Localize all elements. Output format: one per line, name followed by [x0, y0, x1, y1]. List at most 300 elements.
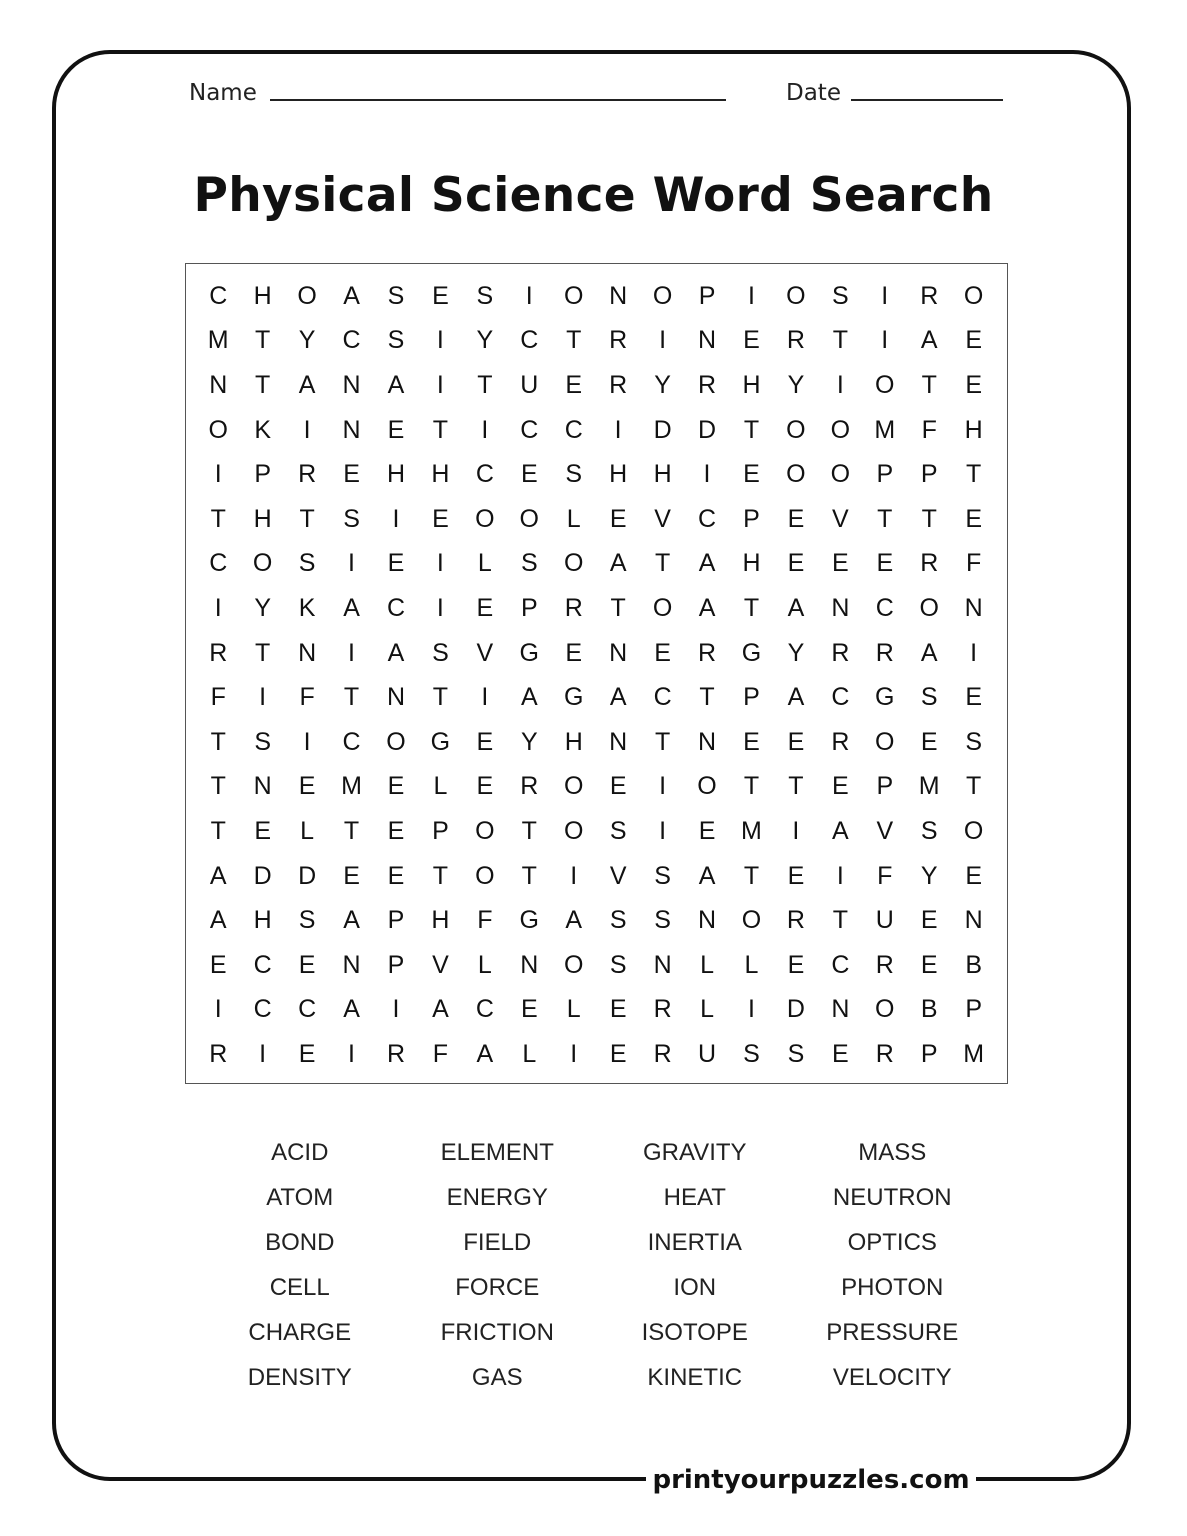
grid-letter[interactable]: T: [877, 504, 893, 533]
grid-letter[interactable]: V: [476, 638, 494, 667]
grid-letter[interactable]: O: [652, 281, 673, 310]
grid-letter[interactable]: R: [920, 549, 939, 578]
grid-letter[interactable]: E: [920, 906, 938, 935]
grid-letter[interactable]: T: [743, 593, 760, 622]
grid-letter[interactable]: G: [519, 906, 539, 935]
grid-letter[interactable]: M: [341, 772, 362, 801]
grid-letter[interactable]: H: [431, 906, 450, 935]
grid-letter[interactable]: A: [920, 326, 938, 355]
grid-letter[interactable]: S: [387, 326, 405, 355]
grid-letter[interactable]: A: [609, 549, 627, 578]
grid-letter[interactable]: R: [786, 326, 805, 355]
grid-letter[interactable]: E: [476, 727, 494, 756]
grid-letter[interactable]: I: [659, 772, 667, 801]
grid-letter[interactable]: O: [741, 906, 762, 935]
grid-letter[interactable]: A: [387, 638, 405, 667]
grid-letter[interactable]: A: [832, 816, 849, 845]
grid-letter[interactable]: E: [832, 1039, 849, 1068]
grid-letter[interactable]: E: [920, 950, 938, 979]
grid-letter[interactable]: H: [253, 504, 272, 533]
grid-letter[interactable]: F: [432, 1039, 449, 1068]
grid-letter[interactable]: L: [477, 950, 492, 979]
name-line[interactable]: [270, 99, 726, 101]
grid-letter[interactable]: S: [743, 1039, 760, 1068]
grid-letter[interactable]: E: [520, 995, 538, 1024]
grid-letter[interactable]: M: [874, 415, 896, 444]
grid-letter[interactable]: A: [920, 638, 938, 667]
grid-letter[interactable]: O: [786, 460, 806, 489]
grid-letter[interactable]: R: [520, 772, 539, 801]
grid-letter[interactable]: E: [965, 861, 982, 890]
grid-letter[interactable]: E: [876, 549, 894, 578]
grid-letter[interactable]: T: [966, 460, 982, 489]
grid-letter[interactable]: E: [343, 460, 360, 489]
grid-letter[interactable]: I: [436, 549, 444, 578]
grid-letter[interactable]: E: [476, 593, 494, 622]
grid-letter[interactable]: O: [563, 816, 584, 845]
grid-letter[interactable]: H: [653, 460, 672, 489]
grid-letter[interactable]: V: [876, 816, 894, 845]
grid-letter[interactable]: N: [964, 593, 983, 622]
grid-letter[interactable]: R: [875, 638, 894, 667]
grid-letter[interactable]: P: [876, 460, 894, 489]
grid-letter[interactable]: E: [787, 727, 805, 756]
grid-letter[interactable]: U: [520, 370, 539, 399]
grid-letter[interactable]: S: [298, 906, 316, 935]
grid-letter[interactable]: T: [743, 772, 760, 801]
grid-letter[interactable]: V: [432, 950, 449, 979]
grid-letter[interactable]: E: [387, 772, 405, 801]
grid-letter[interactable]: T: [432, 861, 449, 890]
grid-letter[interactable]: S: [654, 906, 671, 935]
grid-letter[interactable]: C: [475, 995, 494, 1024]
grid-letter[interactable]: R: [653, 995, 672, 1024]
grid-letter[interactable]: E: [432, 504, 449, 533]
grid-letter[interactable]: G: [430, 727, 451, 756]
grid-letter[interactable]: E: [920, 727, 938, 756]
grid-letter[interactable]: H: [386, 460, 405, 489]
grid-letter[interactable]: F: [966, 549, 982, 578]
grid-letter[interactable]: T: [788, 772, 804, 801]
grid-letter[interactable]: P: [698, 281, 716, 310]
grid-letter[interactable]: P: [920, 1039, 938, 1068]
grid-letter[interactable]: R: [875, 1039, 894, 1068]
grid-letter[interactable]: E: [609, 1039, 627, 1068]
grid-letter[interactable]: E: [609, 995, 627, 1024]
grid-letter[interactable]: O: [697, 772, 717, 801]
grid-letter[interactable]: O: [875, 370, 895, 399]
grid-letter[interactable]: R: [609, 326, 628, 355]
grid-letter[interactable]: H: [742, 549, 761, 578]
grid-letter[interactable]: P: [743, 683, 760, 712]
grid-letter[interactable]: L: [700, 995, 714, 1024]
grid-letter[interactable]: P: [876, 772, 894, 801]
grid-letter[interactable]: E: [209, 950, 227, 979]
grid-letter[interactable]: A: [476, 1039, 494, 1068]
grid-letter[interactable]: C: [209, 549, 228, 578]
grid-letter[interactable]: E: [965, 370, 982, 399]
grid-letter[interactable]: T: [743, 415, 760, 444]
grid-letter[interactable]: E: [476, 772, 494, 801]
grid-letter[interactable]: P: [520, 593, 538, 622]
grid-letter[interactable]: E: [298, 1039, 316, 1068]
grid-letter[interactable]: P: [965, 995, 982, 1024]
grid-letter[interactable]: E: [387, 861, 405, 890]
grid-letter[interactable]: O: [786, 281, 806, 310]
grid-letter[interactable]: T: [921, 504, 937, 533]
grid-letter[interactable]: E: [743, 326, 760, 355]
grid-letter[interactable]: I: [836, 861, 844, 890]
grid-letter[interactable]: A: [209, 906, 227, 935]
grid-letter[interactable]: C: [298, 995, 317, 1024]
grid-letter[interactable]: S: [654, 861, 671, 890]
grid-letter[interactable]: R: [875, 950, 894, 979]
grid-letter[interactable]: E: [254, 816, 271, 845]
grid-letter[interactable]: T: [432, 683, 449, 712]
grid-letter[interactable]: P: [920, 460, 938, 489]
grid-letter[interactable]: I: [436, 370, 444, 399]
grid-letter[interactable]: O: [963, 281, 984, 310]
grid-letter[interactable]: N: [964, 906, 983, 935]
grid-letter[interactable]: Y: [520, 727, 538, 756]
grid-letter[interactable]: L: [566, 504, 581, 533]
grid-letter[interactable]: I: [570, 861, 578, 890]
grid-letter[interactable]: E: [787, 950, 805, 979]
grid-letter[interactable]: T: [343, 683, 360, 712]
grid-letter[interactable]: O: [563, 772, 584, 801]
grid-letter[interactable]: O: [919, 593, 939, 622]
grid-letter[interactable]: M: [741, 816, 762, 845]
grid-letter[interactable]: O: [786, 415, 806, 444]
grid-letter[interactable]: I: [481, 683, 489, 712]
grid-letter[interactable]: T: [210, 727, 226, 756]
grid-letter[interactable]: I: [348, 638, 355, 667]
grid-letter[interactable]: T: [654, 727, 671, 756]
grid-letter[interactable]: E: [565, 370, 583, 399]
grid-letter[interactable]: I: [392, 504, 400, 533]
grid-letter[interactable]: E: [965, 504, 982, 533]
grid-letter[interactable]: N: [698, 906, 717, 935]
grid-letter[interactable]: O: [519, 504, 539, 533]
grid-letter[interactable]: C: [875, 593, 894, 622]
grid-letter[interactable]: A: [432, 995, 449, 1024]
grid-letter[interactable]: E: [387, 549, 405, 578]
grid-letter[interactable]: R: [209, 638, 228, 667]
grid-letter[interactable]: H: [253, 281, 272, 310]
grid-letter[interactable]: C: [831, 683, 850, 712]
grid-letter[interactable]: Y: [787, 638, 805, 667]
grid-letter[interactable]: N: [209, 370, 228, 399]
grid-letter[interactable]: A: [609, 683, 627, 712]
grid-letter[interactable]: R: [386, 1039, 405, 1068]
grid-letter[interactable]: K: [254, 415, 271, 444]
grid-letter[interactable]: P: [254, 460, 271, 489]
grid-letter[interactable]: C: [209, 281, 228, 310]
grid-letter[interactable]: T: [654, 549, 671, 578]
grid-letter[interactable]: T: [521, 816, 537, 845]
grid-letter[interactable]: E: [787, 549, 805, 578]
grid-letter[interactable]: P: [432, 816, 449, 845]
grid-letter[interactable]: E: [698, 816, 716, 845]
grid-letter[interactable]: T: [255, 638, 271, 667]
grid-letter[interactable]: D: [298, 861, 317, 890]
date-line[interactable]: [851, 99, 1003, 101]
grid-letter[interactable]: H: [564, 727, 583, 756]
grid-letter[interactable]: N: [342, 415, 361, 444]
grid-letter[interactable]: T: [343, 816, 360, 845]
grid-letter[interactable]: O: [875, 995, 895, 1024]
grid-letter[interactable]: S: [476, 281, 494, 310]
grid-letter[interactable]: Y: [298, 326, 316, 355]
grid-letter[interactable]: I: [348, 549, 355, 578]
grid-letter[interactable]: N: [342, 370, 361, 399]
grid-letter[interactable]: S: [432, 638, 449, 667]
grid-letter[interactable]: V: [832, 504, 849, 533]
grid-letter[interactable]: G: [875, 683, 895, 712]
grid-letter[interactable]: F: [877, 861, 893, 890]
grid-letter[interactable]: E: [387, 415, 405, 444]
grid-letter[interactable]: N: [831, 593, 850, 622]
grid-letter[interactable]: R: [698, 370, 717, 399]
grid-letter[interactable]: D: [698, 415, 717, 444]
grid-letter[interactable]: H: [609, 460, 628, 489]
grid-letter[interactable]: A: [698, 549, 716, 578]
grid-letter[interactable]: E: [743, 460, 760, 489]
grid-letter[interactable]: E: [432, 281, 449, 310]
grid-letter[interactable]: M: [207, 326, 229, 355]
grid-letter[interactable]: A: [520, 683, 538, 712]
grid-letter[interactable]: S: [387, 281, 405, 310]
grid-letter[interactable]: E: [298, 772, 316, 801]
grid-letter[interactable]: K: [298, 593, 316, 622]
grid-letter[interactable]: V: [654, 504, 671, 533]
grid-letter[interactable]: T: [966, 772, 982, 801]
grid-letter[interactable]: R: [831, 638, 850, 667]
grid-letter[interactable]: T: [432, 415, 449, 444]
grid-letter[interactable]: N: [253, 772, 272, 801]
grid-letter[interactable]: O: [563, 950, 584, 979]
grid-letter[interactable]: U: [875, 906, 894, 935]
grid-letter[interactable]: T: [699, 683, 715, 712]
grid-letter[interactable]: O: [252, 549, 273, 578]
grid-letter[interactable]: O: [297, 281, 317, 310]
grid-letter[interactable]: I: [703, 460, 711, 489]
grid-letter[interactable]: A: [387, 370, 405, 399]
grid-letter[interactable]: E: [520, 460, 538, 489]
grid-letter[interactable]: M: [963, 1039, 985, 1068]
grid-letter[interactable]: O: [830, 415, 851, 444]
grid-letter[interactable]: I: [303, 727, 311, 756]
grid-letter[interactable]: O: [386, 727, 406, 756]
grid-letter[interactable]: O: [652, 593, 673, 622]
grid-letter[interactable]: I: [970, 638, 978, 667]
grid-letter[interactable]: T: [210, 816, 226, 845]
grid-letter[interactable]: O: [475, 861, 495, 890]
grid-letter[interactable]: Y: [787, 370, 805, 399]
grid-letter[interactable]: I: [392, 995, 400, 1024]
grid-letter[interactable]: F: [477, 906, 493, 935]
grid-letter[interactable]: E: [343, 861, 360, 890]
grid-letter[interactable]: L: [566, 995, 581, 1024]
grid-letter[interactable]: C: [342, 727, 361, 756]
grid-letter[interactable]: D: [786, 995, 805, 1024]
grid-letter[interactable]: Y: [254, 593, 271, 622]
grid-letter[interactable]: I: [481, 415, 489, 444]
grid-letter[interactable]: S: [343, 504, 360, 533]
grid-letter[interactable]: L: [477, 549, 492, 578]
grid-letter[interactable]: I: [214, 593, 222, 622]
grid-letter[interactable]: C: [253, 995, 272, 1024]
grid-letter[interactable]: E: [965, 683, 982, 712]
grid-letter[interactable]: Y: [476, 326, 494, 355]
grid-letter[interactable]: N: [386, 683, 405, 712]
grid-letter[interactable]: Y: [920, 861, 938, 890]
grid-letter[interactable]: T: [210, 772, 226, 801]
grid-letter[interactable]: L: [433, 772, 448, 801]
grid-letter[interactable]: S: [298, 549, 316, 578]
grid-letter[interactable]: R: [564, 593, 583, 622]
grid-letter[interactable]: B: [920, 995, 938, 1024]
grid-letter[interactable]: A: [209, 861, 227, 890]
grid-letter[interactable]: I: [747, 281, 755, 310]
grid-letter[interactable]: I: [881, 281, 889, 310]
grid-letter[interactable]: I: [881, 326, 889, 355]
grid-letter[interactable]: I: [570, 1039, 578, 1068]
grid-letter[interactable]: L: [522, 1039, 537, 1068]
grid-letter[interactable]: O: [563, 549, 584, 578]
grid-letter[interactable]: Y: [654, 370, 671, 399]
grid-letter[interactable]: P: [743, 504, 760, 533]
grid-letter[interactable]: T: [299, 504, 315, 533]
grid-letter[interactable]: I: [303, 415, 311, 444]
grid-letter[interactable]: A: [698, 861, 716, 890]
grid-letter[interactable]: C: [520, 326, 539, 355]
grid-letter[interactable]: S: [520, 549, 538, 578]
grid-letter[interactable]: A: [787, 683, 805, 712]
grid-letter[interactable]: S: [565, 460, 583, 489]
grid-letter[interactable]: E: [609, 772, 627, 801]
grid-letter[interactable]: R: [609, 370, 628, 399]
grid-letter[interactable]: I: [214, 995, 222, 1024]
grid-letter[interactable]: I: [214, 460, 222, 489]
grid-letter[interactable]: H: [742, 370, 761, 399]
grid-letter[interactable]: I: [259, 1039, 267, 1068]
grid-letter[interactable]: A: [343, 281, 360, 310]
grid-letter[interactable]: G: [741, 638, 762, 667]
grid-letter[interactable]: F: [299, 683, 315, 712]
grid-letter[interactable]: I: [792, 816, 800, 845]
grid-letter[interactable]: F: [921, 415, 937, 444]
grid-letter[interactable]: P: [387, 906, 405, 935]
grid-letter[interactable]: O: [475, 504, 495, 533]
grid-letter[interactable]: S: [609, 950, 627, 979]
grid-letter[interactable]: E: [832, 772, 849, 801]
grid-letter[interactable]: A: [343, 593, 360, 622]
grid-letter[interactable]: I: [525, 281, 533, 310]
grid-letter[interactable]: S: [920, 683, 938, 712]
grid-letter[interactable]: C: [253, 950, 272, 979]
grid-letter[interactable]: R: [209, 1039, 228, 1068]
grid-letter[interactable]: C: [475, 460, 494, 489]
grid-letter[interactable]: R: [698, 638, 717, 667]
grid-letter[interactable]: I: [659, 326, 667, 355]
grid-letter[interactable]: S: [254, 727, 271, 756]
grid-letter[interactable]: E: [787, 861, 805, 890]
grid-letter[interactable]: G: [563, 683, 584, 712]
grid-letter[interactable]: I: [436, 593, 444, 622]
grid-letter[interactable]: N: [298, 638, 317, 667]
grid-letter[interactable]: I: [836, 370, 844, 399]
grid-letter[interactable]: N: [831, 995, 850, 1024]
grid-letter[interactable]: N: [698, 727, 717, 756]
grid-letter[interactable]: I: [436, 326, 444, 355]
grid-letter[interactable]: O: [963, 816, 984, 845]
grid-letter[interactable]: E: [298, 950, 316, 979]
grid-letter[interactable]: P: [387, 950, 405, 979]
grid-letter[interactable]: E: [743, 727, 760, 756]
grid-letter[interactable]: S: [609, 906, 627, 935]
grid-letter[interactable]: N: [609, 638, 628, 667]
grid-letter[interactable]: A: [787, 593, 805, 622]
grid-letter[interactable]: B: [965, 950, 982, 979]
grid-letter[interactable]: N: [653, 950, 672, 979]
grid-letter[interactable]: C: [386, 593, 405, 622]
grid-letter[interactable]: H: [253, 906, 272, 935]
grid-letter[interactable]: T: [921, 370, 937, 399]
grid-letter[interactable]: S: [920, 816, 938, 845]
grid-letter[interactable]: C: [698, 504, 717, 533]
grid-letter[interactable]: T: [210, 504, 226, 533]
grid-letter[interactable]: T: [832, 906, 848, 935]
grid-letter[interactable]: N: [609, 281, 628, 310]
grid-letter[interactable]: E: [787, 504, 805, 533]
grid-letter[interactable]: R: [298, 460, 317, 489]
grid-letter[interactable]: C: [342, 326, 361, 355]
grid-letter[interactable]: E: [832, 549, 849, 578]
grid-letter[interactable]: O: [830, 460, 851, 489]
grid-letter[interactable]: S: [832, 281, 849, 310]
grid-letter[interactable]: E: [609, 504, 627, 533]
grid-letter[interactable]: T: [521, 861, 537, 890]
grid-letter[interactable]: T: [255, 370, 271, 399]
grid-letter[interactable]: N: [609, 727, 628, 756]
grid-letter[interactable]: N: [520, 950, 539, 979]
grid-letter[interactable]: R: [920, 281, 939, 310]
grid-letter[interactable]: E: [965, 326, 982, 355]
grid-letter[interactable]: O: [208, 415, 228, 444]
grid-letter[interactable]: C: [653, 683, 672, 712]
grid-letter[interactable]: A: [698, 593, 716, 622]
grid-letter[interactable]: R: [653, 1039, 672, 1068]
grid-letter[interactable]: O: [875, 727, 895, 756]
grid-letter[interactable]: E: [387, 816, 405, 845]
grid-letter[interactable]: G: [519, 638, 539, 667]
grid-letter[interactable]: L: [700, 950, 714, 979]
grid-letter[interactable]: T: [255, 326, 271, 355]
grid-letter[interactable]: T: [566, 326, 582, 355]
grid-letter[interactable]: S: [787, 1039, 805, 1068]
grid-letter[interactable]: E: [654, 638, 671, 667]
grid-letter[interactable]: T: [832, 326, 848, 355]
grid-letter[interactable]: D: [653, 415, 672, 444]
grid-letter[interactable]: L: [744, 950, 759, 979]
grid-letter[interactable]: I: [348, 1039, 355, 1068]
grid-letter[interactable]: D: [253, 861, 272, 890]
grid-letter[interactable]: M: [918, 772, 940, 801]
grid-letter[interactable]: V: [609, 861, 627, 890]
grid-letter[interactable]: F: [210, 683, 226, 712]
grid-letter[interactable]: T: [610, 593, 626, 622]
